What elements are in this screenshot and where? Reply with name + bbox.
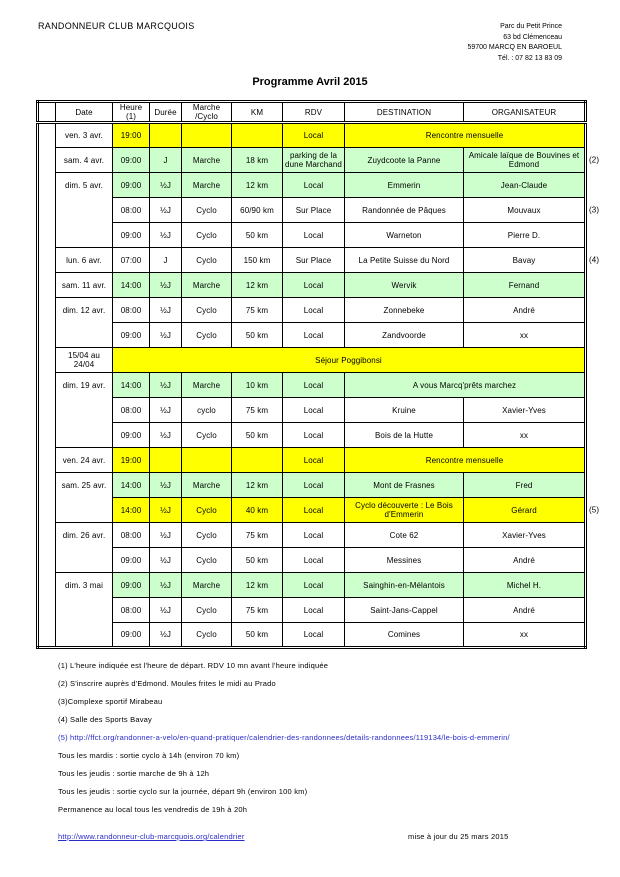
activity-type-cell: Cyclo — [182, 223, 232, 248]
time-cell: 08:00 — [113, 398, 150, 423]
activity-type-cell: Marche — [182, 173, 232, 198]
date-cell: ven. 24 avr. — [56, 448, 113, 473]
distance-cell: 18 km — [232, 148, 283, 173]
organizer-cell: André — [464, 298, 586, 323]
activity-type-cell: Cyclo — [182, 248, 232, 273]
note-reference: (3) — [589, 205, 600, 215]
time-cell: 09:00 — [113, 223, 150, 248]
distance-cell: 50 km — [232, 323, 283, 348]
distance-cell: 50 km — [232, 623, 283, 648]
destination-cell: Randonnée de Pâques — [345, 198, 464, 223]
weekly-note: Tous les jeudis : sortie cyclo sur la journée, départ 9h (environ 100 km) — [58, 787, 308, 796]
organizer-cell: Gérard (5) — [464, 498, 586, 523]
destination-cell: Zonnebeke — [345, 298, 464, 323]
meeting-point-cell: Sur Place — [283, 198, 345, 223]
meeting-point-cell: Local — [283, 223, 345, 248]
table-row — [38, 248, 586, 273]
meeting-point-cell: Local — [283, 548, 345, 573]
duration-cell: ½J — [150, 173, 182, 198]
meeting-point-cell: Local — [283, 573, 345, 598]
date-cell: lun. 6 avr. — [56, 248, 113, 273]
col-header-date: Date — [56, 102, 113, 123]
table-row — [38, 123, 586, 148]
table-row — [38, 573, 586, 598]
duration-cell: ½J — [150, 198, 182, 223]
event-cell: A vous Marcq'prêts marchez — [345, 373, 586, 398]
activity-type-cell: Marche — [182, 148, 232, 173]
destination-cell: Wervik — [345, 273, 464, 298]
duration-cell: ½J — [150, 473, 182, 498]
organizer-cell: Fred — [464, 473, 586, 498]
col-header-destination: DESTINATION — [345, 102, 464, 123]
duration-cell: ½J — [150, 273, 182, 298]
meeting-point-cell: Local — [283, 373, 345, 398]
weekly-note: Tous les jeudis : sortie marche de 9h à 12h — [58, 769, 210, 778]
table-row — [38, 423, 586, 448]
activity-type-cell — [182, 448, 232, 473]
organizer-cell: xx — [464, 323, 586, 348]
activity-type-cell: Marche — [182, 273, 232, 298]
distance-cell: 10 km — [232, 373, 283, 398]
destination-cell: Comines — [345, 623, 464, 648]
destination-cell: La Petite Suisse du Nord — [345, 248, 464, 273]
meeting-point-cell: Local — [283, 498, 345, 523]
duration-cell: ½J — [150, 423, 182, 448]
activity-type-cell: Marche — [182, 573, 232, 598]
distance-cell: 75 km — [232, 298, 283, 323]
destination-cell: Mont de Frasnes — [345, 473, 464, 498]
col-header-rdv: RDV — [283, 102, 345, 123]
destination-cell: Bois de la Hutte — [345, 423, 464, 448]
organizer-cell: Amicale laïque de Bouvines et Edmond (2) — [464, 148, 586, 173]
time-cell: 08:00 — [113, 298, 150, 323]
destination-cell: Cyclo découverte : Le Bois d'Emmerin — [345, 498, 464, 523]
distance-cell: 12 km — [232, 273, 283, 298]
meeting-point-cell: Sur Place — [283, 248, 345, 273]
organizer-cell: Mouvaux (3) — [464, 198, 586, 223]
meeting-point-cell: Local — [283, 473, 345, 498]
phone-line: Tél. : 07 82 13 83 09 — [497, 55, 562, 63]
distance-cell: 50 km — [232, 548, 283, 573]
address-line: 63 bd Clémenceau — [503, 33, 562, 41]
date-cell: dim. 12 avr. — [56, 298, 113, 348]
organizer-cell: Jean-Claude — [464, 173, 586, 198]
margin-column — [38, 123, 56, 648]
activity-type-cell: Marche — [182, 473, 232, 498]
table-row — [38, 173, 586, 198]
col-header-km: KM — [232, 102, 283, 123]
time-cell: 07:00 — [113, 248, 150, 273]
col-header-duree: Durée — [150, 102, 182, 123]
table-row — [38, 448, 586, 473]
distance-cell: 40 km — [232, 498, 283, 523]
distance-cell: 150 km — [232, 248, 283, 273]
date-cell: dim. 19 avr. — [56, 373, 113, 448]
duration-cell: ½J — [150, 573, 182, 598]
destination-cell: Cote 62 — [345, 523, 464, 548]
duration-cell: ½J — [150, 623, 182, 648]
meeting-point-cell: Local — [283, 173, 345, 198]
activity-type-cell: Cyclo — [182, 598, 232, 623]
distance-cell: 75 km — [232, 598, 283, 623]
duration-cell: ½J — [150, 323, 182, 348]
meeting-point-cell: Local — [283, 123, 345, 148]
update-date: mise à jour du 25 mars 2015 — [408, 832, 509, 841]
distance-cell: 12 km — [232, 173, 283, 198]
destination-cell: Emmerin — [345, 173, 464, 198]
note-reference: (4) — [589, 255, 600, 265]
duration-cell: J — [150, 148, 182, 173]
meeting-point-cell: Local — [283, 598, 345, 623]
table-row — [38, 598, 586, 623]
time-cell: 14:00 — [113, 473, 150, 498]
organizer-cell: Fernand — [464, 273, 586, 298]
date-cell: sam. 11 avr. — [56, 273, 113, 298]
meeting-point-cell: Local — [283, 323, 345, 348]
table-row — [38, 298, 586, 323]
time-cell: 19:00 — [113, 123, 150, 148]
note-reference: (2) — [589, 155, 600, 165]
meeting-point-cell: Local — [283, 623, 345, 648]
table-header-row — [38, 102, 586, 123]
time-cell: 09:00 — [113, 423, 150, 448]
organizer-cell: André — [464, 598, 586, 623]
footnote-4: (4) Salle des Sports Bavay — [58, 715, 152, 724]
page-title: Programme Avril 2015 — [252, 76, 368, 88]
distance-cell — [232, 448, 283, 473]
activity-type-cell: Cyclo — [182, 523, 232, 548]
date-cell: ven. 3 avr. — [56, 123, 113, 148]
duration-cell: J — [150, 248, 182, 273]
activity-type-cell: Cyclo — [182, 498, 232, 523]
time-cell: 09:00 — [113, 548, 150, 573]
duration-cell: ½J — [150, 223, 182, 248]
distance-cell — [232, 123, 283, 148]
table-row — [38, 373, 586, 398]
time-cell: 09:00 — [113, 573, 150, 598]
club-address — [467, 22, 562, 65]
col-header-heure: Heure (1) — [113, 102, 150, 123]
activity-type-cell: Cyclo — [182, 298, 232, 323]
date-cell: dim. 26 avr. — [56, 523, 113, 573]
destination-cell: Sainghin-en-Mélantois — [345, 573, 464, 598]
activity-type-cell — [182, 123, 232, 148]
meeting-point-cell: Local — [283, 298, 345, 323]
duration-cell: ½J — [150, 598, 182, 623]
activity-type-cell: Cyclo — [182, 623, 232, 648]
time-cell: 08:00 — [113, 598, 150, 623]
club-name: RANDONNEUR CLUB MARCQUOIS — [38, 21, 195, 31]
footnote-3: (3)Complexe sportif Mirabeau — [58, 697, 163, 706]
organizer-cell: Michel H. — [464, 573, 586, 598]
organizer-cell: Xavier-Yves — [464, 523, 586, 548]
date-cell: dim. 5 avr. — [56, 173, 113, 248]
duration-cell — [150, 448, 182, 473]
schedule-table-wrapper — [36, 100, 600, 649]
table-row — [38, 623, 586, 648]
duration-cell: ½J — [150, 498, 182, 523]
meeting-point-cell: parking de la dune Marchand — [283, 148, 345, 173]
meeting-point-cell: Local — [283, 423, 345, 448]
date-cell: dim. 3 mai — [56, 573, 113, 648]
activity-type-cell: Cyclo — [182, 423, 232, 448]
table-row — [38, 323, 586, 348]
table-row — [38, 223, 586, 248]
time-cell: 19:00 — [113, 448, 150, 473]
date-cell: 15/04 au 24/04 — [56, 348, 113, 373]
organizer-cell: Bavay (4) — [464, 248, 586, 273]
date-cell: sam. 4 avr. — [56, 148, 113, 173]
distance-cell: 75 km — [232, 398, 283, 423]
time-cell: 09:00 — [113, 173, 150, 198]
duration-cell: ½J — [150, 373, 182, 398]
table-row — [38, 548, 586, 573]
distance-cell: 60/90 km — [232, 198, 283, 223]
activity-type-cell: Marche — [182, 373, 232, 398]
event-cell: Rencontre mensuelle — [345, 123, 586, 148]
duration-cell: ½J — [150, 298, 182, 323]
table-row — [38, 523, 586, 548]
stay-banner: Séjour Poggibonsi — [113, 348, 586, 373]
time-cell: 08:00 — [113, 523, 150, 548]
meeting-point-cell: Local — [283, 448, 345, 473]
time-cell: 14:00 — [113, 373, 150, 398]
table-row — [38, 498, 586, 523]
schedule-table — [36, 100, 600, 649]
time-cell: 09:00 — [113, 623, 150, 648]
destination-cell: Zuydcoote la Panne — [345, 148, 464, 173]
time-cell: 14:00 — [113, 273, 150, 298]
destination-cell: Saint-Jans-Cappel — [345, 598, 464, 623]
distance-cell: 75 km — [232, 523, 283, 548]
organizer-cell: André — [464, 548, 586, 573]
duration-cell: ½J — [150, 523, 182, 548]
time-cell: 14:00 — [113, 498, 150, 523]
organizer-cell: xx — [464, 623, 586, 648]
permanence-note: Permanence au local tous les vendredis de 19h à 20h — [58, 805, 248, 814]
time-cell: 09:00 — [113, 148, 150, 173]
table-row — [38, 473, 586, 498]
duration-cell: ½J — [150, 398, 182, 423]
organizer-cell: Pierre D. — [464, 223, 586, 248]
destination-cell: Kruine — [345, 398, 464, 423]
activity-type-cell: cyclo — [182, 398, 232, 423]
table-row — [38, 348, 586, 373]
duration-cell — [150, 123, 182, 148]
destination-cell: Messines — [345, 548, 464, 573]
meeting-point-cell: Local — [283, 273, 345, 298]
meeting-point-cell: Local — [283, 523, 345, 548]
calendar-link[interactable]: http://www.randonneur-club-marcquois.org/calendrier — [58, 832, 245, 841]
address-line: 59700 MARCQ EN BAROEUL — [467, 44, 562, 52]
time-cell: 08:00 — [113, 198, 150, 223]
meeting-point-cell: Local — [283, 398, 345, 423]
organizer-cell: xx — [464, 423, 586, 448]
activity-type-cell: Cyclo — [182, 198, 232, 223]
date-cell: sam. 25 avr. — [56, 473, 113, 523]
table-row — [38, 273, 586, 298]
note-reference: (5) — [589, 505, 600, 515]
col-header-blank — [38, 102, 56, 123]
distance-cell: 12 km — [232, 573, 283, 598]
event-cell: Rencontre mensuelle — [345, 448, 586, 473]
address-line: Parc du Petit Prince — [500, 23, 562, 30]
activity-type-cell: Cyclo — [182, 323, 232, 348]
duration-cell: ½J — [150, 548, 182, 573]
table-row — [38, 148, 586, 173]
footnote-1: (1) L'heure indiquée est l'heure de départ. RDV 10 mn avant l'heure indiquée — [58, 661, 329, 670]
footnote-2: (2) S'inscrire auprès d'Edmond. Moules frites le midi au Prado — [58, 679, 276, 688]
organizer-cell: Xavier-Yves — [464, 398, 586, 423]
schedule-body — [38, 123, 600, 648]
distance-cell: 12 km — [232, 473, 283, 498]
destination-cell: Warneton — [345, 223, 464, 248]
footnote-5-link[interactable]: (5) http://ffct.org/randonner-a-velo/en-quand-pratiquer/calendrier-des-randonnees/details-randonnees/119134/le-bois-d-emmerin/ — [58, 733, 510, 742]
footnotes — [58, 657, 510, 819]
col-header-type: Marche /Cyclo — [182, 102, 232, 123]
activity-type-cell: Cyclo — [182, 548, 232, 573]
col-header-organisateur: ORGANISATEUR — [464, 102, 586, 123]
table-row — [38, 398, 586, 423]
table-row — [38, 198, 586, 223]
weekly-note: Tous les mardis : sortie cyclo à 14h (environ 70 km) — [58, 751, 240, 760]
distance-cell: 50 km — [232, 423, 283, 448]
destination-cell: Zandvoorde — [345, 323, 464, 348]
distance-cell: 50 km — [232, 223, 283, 248]
time-cell: 09:00 — [113, 323, 150, 348]
